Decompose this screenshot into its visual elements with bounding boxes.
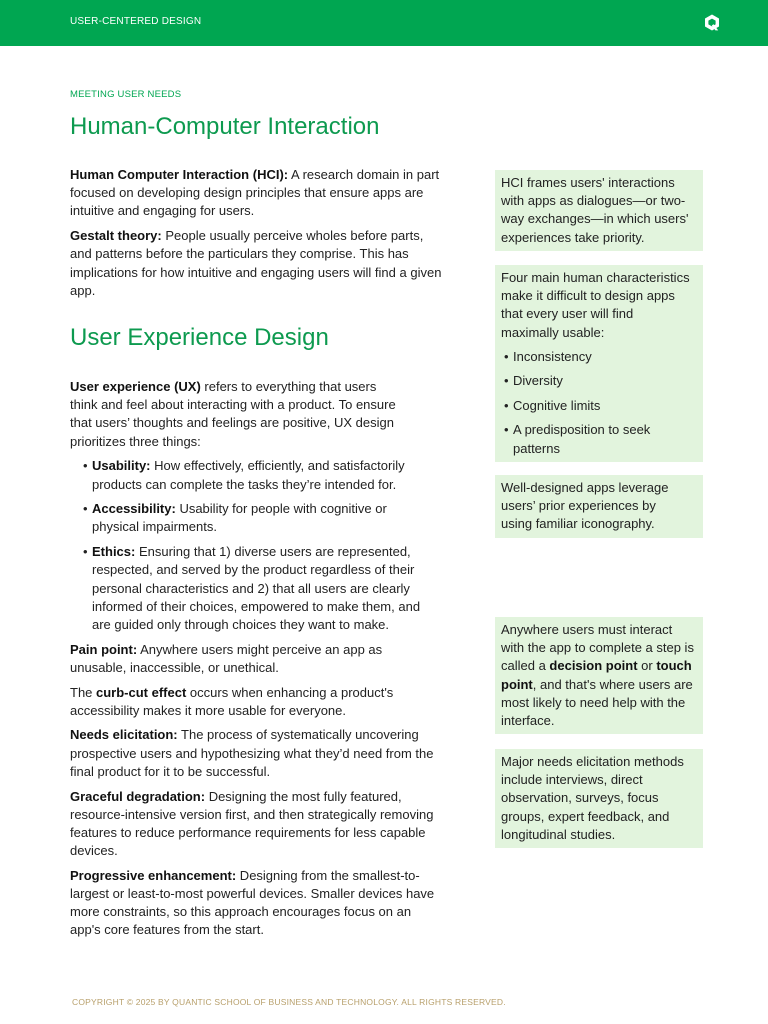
list-item: • Usability: How effectively, efficiently, and satisfactorily products can complete the tasks they’re intended for. [92,457,442,493]
list-item: • Diversity [513,372,693,390]
definition-gestalt: Gestalt theory: People usually perceive wholes before parts, and patterns before the particulars they comprise. This has implications for how intuitive and engaging users will find a given app. [70,228,442,298]
ux-priorities-list [70,457,442,634]
term-decision-point: decision point [549,658,638,674]
callout-intro: Four main human characteristics make it difficult to design apps that every user will find maximally usable: [501,270,690,340]
callout-hci-dialogue: HCI frames users' interactions with apps as dialogues—or two-way exchanges—in which users' experiences take priority. [495,170,703,251]
definition-pain-point: Pain point: Anywhere users might perceive an app as unusable, inaccessible, or unethical. [70,641,383,675]
list-item: • Ethics: Ensuring that 1) diverse users are represented, respected, and served by the product regardless of their personal characteristics and 2) that all users are clearly informed of their choices, empowered to make them, and are guided only through choices they want to make. [92,543,442,634]
definition-progressive-enhancement: Progressive enhancement: Designing from the smallest-to-largest or least-to-most powerful devices. Smaller devices have more constraints, so this approach encourages focus on an app's core features from the start. [70,867,435,938]
breadcrumb: USER-CENTERED DESIGN [70,16,202,27]
quantic-q-logo-icon [704,14,720,31]
callout-iconography: Well-designed apps leverage users’ prior experiences by using familiar iconography. [495,475,703,538]
list-item: • A predisposition to seek patterns [513,421,693,457]
copyright-footer: COPYRIGHT © 2025 BY QUANTIC SCHOOL OF BUSINESS AND TECHNOLOGY. ALL RIGHTS RESERVED. [72,997,506,1007]
page-title: Human-Computer Interaction [70,113,380,140]
header-bar [0,0,768,46]
definition-graceful-degradation: Graceful degradation: Designing the most fully featured, resource-intensive version first, and then strategically removing features to reduce performance requirements for less capable devices. [70,788,434,859]
list-item: • Accessibility: Usability for people with cognitive or physical impairments. [92,500,442,536]
hci-body [70,166,442,306]
definition-hci: Human Computer Interaction (HCI): A research domain in part focused on developing design principles that ensure apps are intuitive and engaging for users. [70,167,440,219]
term-touch-point: touch point [501,658,692,692]
ux-body [70,378,442,946]
callout-decision-point: Anywhere users must interact with the app to complete a step is called a decision point or touch point, and that's where users are most likely to need help with the interface. [495,617,703,734]
section-label: MEETING USER NEEDS [70,89,182,100]
characteristics-list [501,348,693,458]
callout-human-characteristics [495,265,703,462]
list-item: • Cognitive limits [513,397,693,415]
definition-ux: User experience (UX) refers to everything that users think and feel about interacting with a product. To ensure that users’ thoughts and feelings are positive, UX design prioritizes three things: [70,379,396,449]
definition-curb-cut: The curb-cut effect occurs when enhancing a product's accessibility makes it more usable for everyone. [70,684,394,718]
section-title-ux: User Experience Design [70,324,329,351]
callout-elicitation-methods: Major needs elicitation methods include interviews, direct observation, surveys, focus groups, expert feedback, and longitudinal studies. [495,749,703,848]
list-item: • Inconsistency [513,348,693,366]
definition-needs-elicitation: Needs elicitation: The process of systematically uncovering prospective users and hypothesizing what they’d need from the final product for it to be successful. [70,727,434,779]
